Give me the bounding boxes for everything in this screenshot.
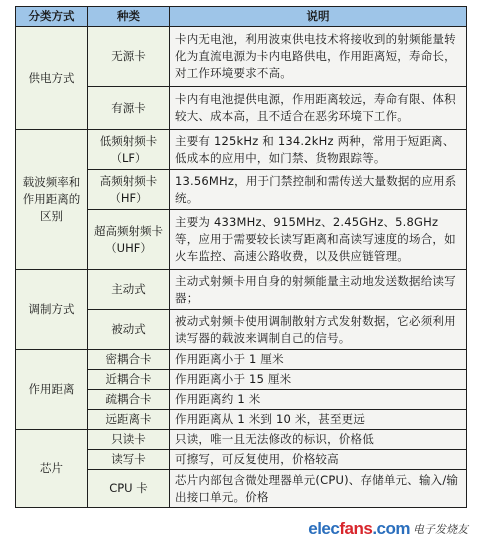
table-row — [16, 430, 467, 450]
type-cell: 疏耦合卡 — [88, 390, 170, 410]
desc-cell: 主要有 125kHz 和 134.2kHz 两种，常用于短距离、低成本的应用中，如门禁、货物跟踪等。 — [170, 130, 467, 170]
desc-cell: 只读，唯一且无法修改的标识，价格低 — [170, 430, 467, 450]
header-method: 分类方式 — [16, 7, 88, 27]
category-cell: 供电方式 — [16, 27, 88, 130]
watermark-chinese-text: 电子发烧友 — [413, 523, 468, 536]
category-cell: 芯片 — [16, 430, 88, 508]
desc-cell: 主动式射频卡用自身的射频能量主动地发送数据给读写器； — [170, 270, 467, 310]
type-cell: 被动式 — [88, 310, 170, 350]
header-desc: 说明 — [170, 7, 467, 27]
type-cell: 只读卡 — [88, 430, 170, 450]
type-cell: 远距离卡 — [88, 410, 170, 430]
type-cell: 有源卡 — [88, 87, 170, 130]
desc-cell: 可擦写，可反复使用，价格较高 — [170, 450, 467, 470]
desc-cell: 卡内有电池提供电源，作用距离较远，寿命有限、体积较大、成本高，且不适合在恶劣环境下工作。 — [170, 87, 467, 130]
type-cell: CPU 卡 — [88, 470, 170, 508]
header-row — [16, 7, 467, 27]
table-row — [16, 350, 467, 370]
rfid-classification-table — [15, 6, 467, 508]
category-cell: 调制方式 — [16, 270, 88, 350]
type-cell: 高频射频卡（HF） — [88, 170, 170, 210]
table-row — [16, 130, 467, 170]
type-cell: 超高频射频卡（UHF） — [88, 210, 170, 270]
type-cell: 读写卡 — [88, 450, 170, 470]
type-cell: 近耦合卡 — [88, 370, 170, 390]
desc-cell: 13.56MHz，用于门禁控制和需传送大量数据的应用系统。 — [170, 170, 467, 210]
type-cell: 密耦合卡 — [88, 350, 170, 370]
desc-cell: 被动式射频卡使用调制散射方式发射数据，它必须利用读写器的载波来调制自己的信号。 — [170, 310, 467, 350]
header-type: 种类 — [88, 7, 170, 27]
desc-cell: 作用距离小于 15 厘米 — [170, 370, 467, 390]
elecfans-watermark — [305, 518, 471, 540]
desc-cell: 作用距离约 1 米 — [170, 390, 467, 410]
type-cell: 低频射频卡（LF） — [88, 130, 170, 170]
type-cell: 无源卡 — [88, 27, 170, 87]
desc-cell: 卡内无电池，利用波束供电技术将接收到的射频能量转化为直流电源为卡内电路供电，作用距离短，寿命长，对工作环境要求不高。 — [170, 27, 467, 87]
desc-cell: 作用距离从 1 米到 10 米，甚至更远 — [170, 410, 467, 430]
desc-cell: 作用距离小于 1 厘米 — [170, 350, 467, 370]
watermark-logo: elecfans.com — [308, 519, 410, 538]
category-cell: 载波频率和作用距离的区别 — [16, 130, 88, 270]
table-row — [16, 27, 467, 87]
desc-cell: 主要为 433MHz、915MHz、2.45GHz、5.8GHz 等，应用于需要较长读写距离和高读写速度的场合，如火车监控、高速公路收费，以及供应链管理。 — [170, 210, 467, 270]
category-cell: 作用距离 — [16, 350, 88, 430]
desc-cell: 芯片内部包含微处理器单元(CPU)、存储单元、输入/输出接口单元。价格 — [170, 470, 467, 508]
table-row — [16, 270, 467, 310]
type-cell: 主动式 — [88, 270, 170, 310]
